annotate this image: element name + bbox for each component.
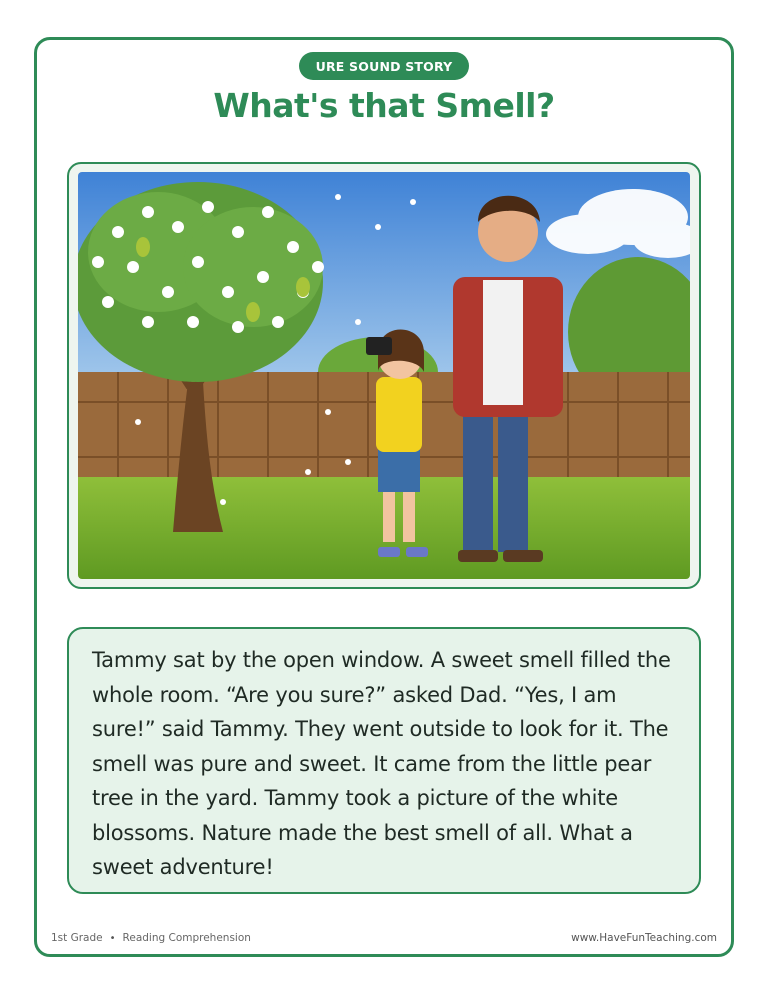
illustration-frame bbox=[67, 162, 701, 589]
story-type-badge: URE SOUND STORY bbox=[299, 52, 469, 80]
footer-website-link[interactable]: www.HaveFunTeaching.com bbox=[571, 932, 717, 944]
footer-separator: • bbox=[109, 932, 116, 944]
footer-subject: Reading Comprehension bbox=[122, 932, 251, 944]
footer-grade: 1st Grade bbox=[51, 932, 103, 944]
camera-icon bbox=[366, 337, 392, 355]
pear-tree-canopy bbox=[78, 182, 323, 382]
page-title: What's that Smell? bbox=[213, 86, 555, 125]
story-text: Tammy sat by the open window. A sweet smell filled the whole room. “Are you sure?” asked Dad. “Yes, I am sure!” said Tammy. They went outside to look for it. The smell was pure and sweet. It came from the little pear tree in the yard. Tammy took a picture of the white blossoms. Nature made the best smell of all. What a sweet adventure! bbox=[92, 648, 671, 879]
story-passage bbox=[67, 627, 701, 894]
footer-grade-subject bbox=[51, 932, 251, 944]
illustration-pear-tree-scene bbox=[78, 172, 690, 579]
